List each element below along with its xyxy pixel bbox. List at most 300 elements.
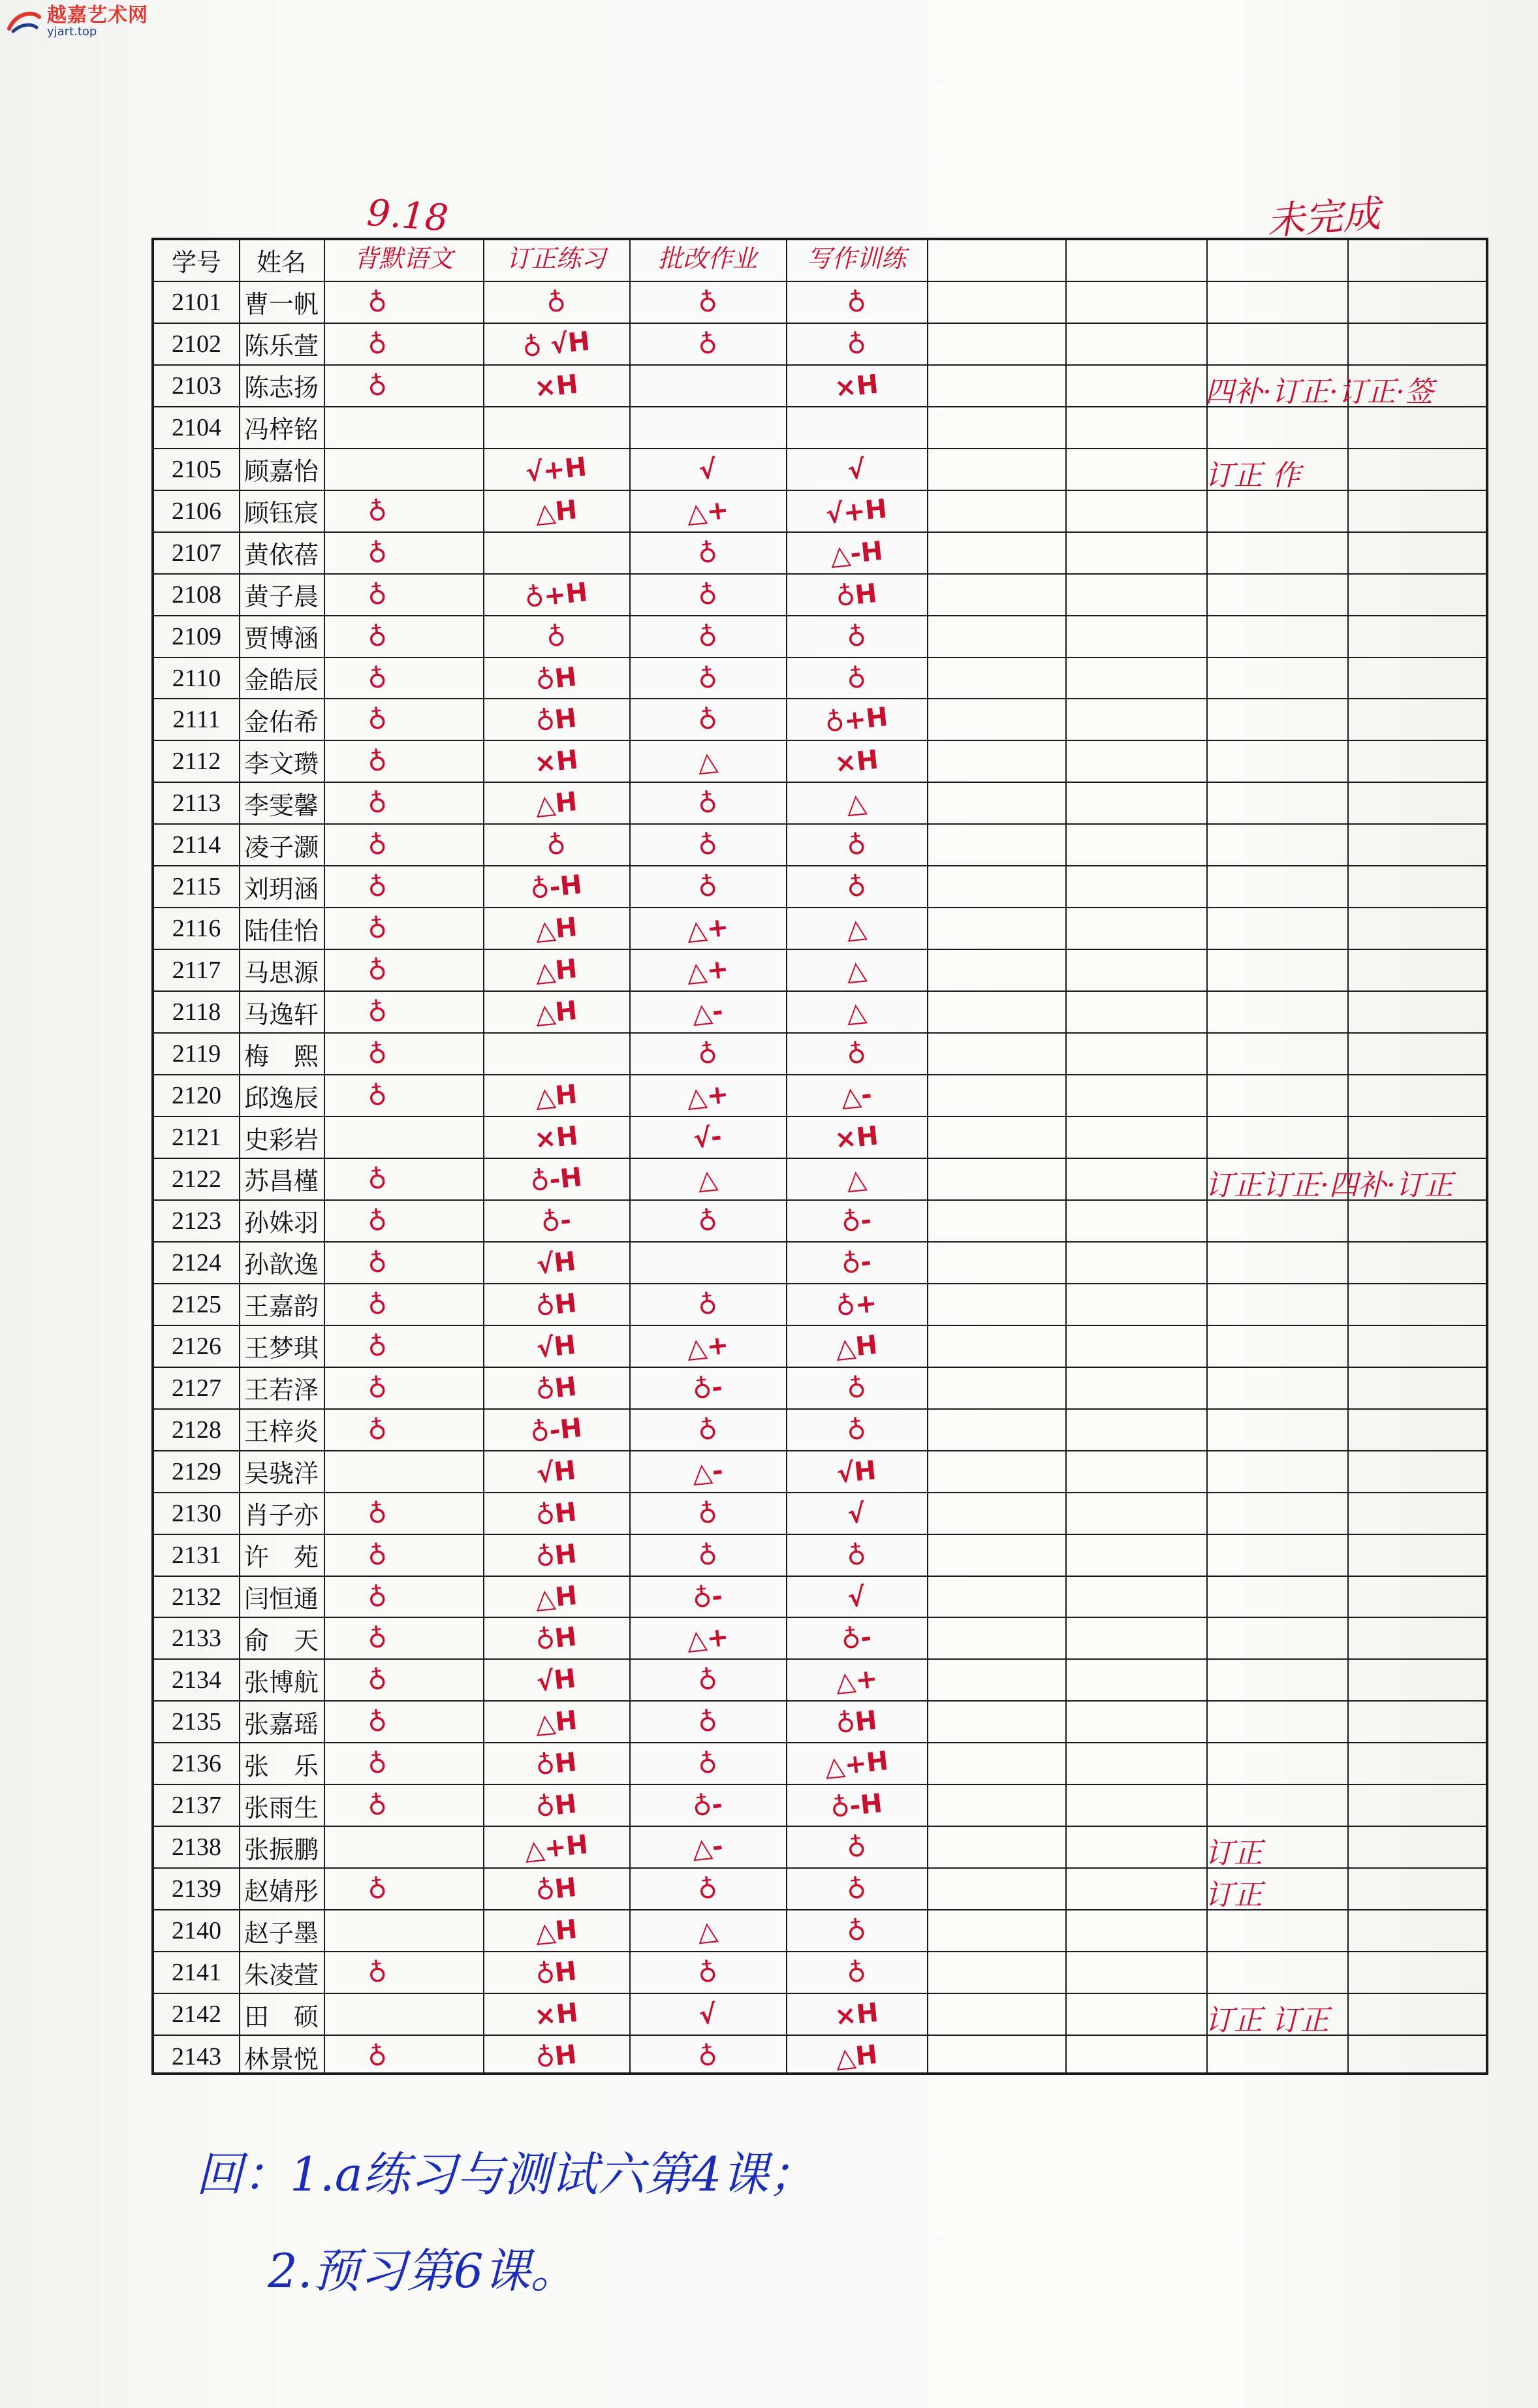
check-mark: ♁H — [534, 1622, 578, 1656]
student-id: 2117 — [172, 957, 221, 985]
table-row — [154, 2036, 1486, 2078]
handwritten-note: 订正 订正 — [1205, 2004, 1329, 2038]
table-row — [154, 282, 1486, 324]
student-name: 王梓炎 — [243, 1419, 319, 1447]
check-mark: ♁ — [366, 913, 388, 945]
check-mark: △ — [845, 996, 868, 1029]
check-mark: △H — [533, 494, 579, 529]
check-mark: ♁ — [366, 1205, 388, 1238]
table-row — [154, 1619, 1486, 1660]
check-mark: ♁ — [366, 1790, 388, 1822]
table-header-row — [154, 240, 1486, 282]
check-mark: ♁- — [691, 1581, 725, 1614]
check-mark: ♁ — [845, 287, 868, 319]
check-mark: ♁-H — [529, 1162, 584, 1197]
check-mark: ♁ — [366, 871, 388, 904]
check-mark: √ — [846, 454, 867, 486]
check-mark: △+ — [685, 494, 730, 529]
table-row — [154, 1827, 1486, 1869]
table-row — [154, 575, 1486, 616]
handwritten-note: 订正订正·四补·订正 — [1205, 1168, 1453, 1202]
table-row — [154, 1785, 1486, 1827]
student-name: 王嘉韵 — [243, 1293, 319, 1322]
check-mark: ♁H — [534, 2039, 578, 2074]
table-row — [154, 1493, 1486, 1535]
check-mark: △ — [696, 746, 719, 778]
check-mark: ♁ — [697, 1414, 719, 1447]
student-id: 2122 — [172, 1165, 221, 1193]
swirl-logo-icon — [7, 9, 42, 34]
table-row — [154, 1535, 1486, 1577]
check-mark: √H — [535, 1455, 578, 1489]
check-mark: △H — [533, 912, 579, 947]
check-mark: ♁ — [697, 663, 719, 695]
homework-line-2: 2.预习第6课。 — [268, 2243, 578, 2298]
table-row — [154, 950, 1486, 992]
student-id: 2138 — [172, 1833, 221, 1861]
check-mark: √+H — [824, 493, 888, 530]
homework-line-1: 回：1.a练习与测试六第4课； — [196, 2147, 816, 2202]
header-id: 学号 — [171, 249, 221, 277]
check-mark: ♁ — [697, 1665, 719, 1697]
check-mark: ×H — [833, 745, 880, 780]
student-name: 马思源 — [243, 959, 319, 987]
check-mark: △- — [691, 996, 725, 1030]
check-mark: ♁ — [366, 2040, 388, 2073]
check-mark: ♁H — [534, 703, 578, 738]
check-mark: ♁ — [845, 328, 868, 361]
check-mark: ×H — [533, 1120, 580, 1156]
check-mark: ♁H — [534, 1747, 578, 1782]
student-name: 陈乐萱 — [243, 333, 319, 361]
check-mark: ♁ — [697, 1873, 719, 1906]
check-mark: √H — [535, 1664, 578, 1698]
check-mark: ♁ — [366, 287, 388, 319]
check-mark: ♁H — [534, 1371, 578, 1406]
student-id: 2134 — [172, 1666, 221, 1694]
check-mark: △ — [845, 787, 868, 820]
student-name: 张雨生 — [243, 1794, 319, 1822]
table-row — [154, 1869, 1486, 1910]
check-mark: △+ — [685, 912, 730, 947]
check-mark: ♁ — [697, 1289, 719, 1322]
check-mark: ♁ — [845, 1414, 868, 1447]
student-name: 凌子灏 — [243, 834, 319, 862]
student-id: 2125 — [172, 1290, 221, 1318]
student-name: 吴骁洋 — [243, 1461, 319, 1489]
check-mark: ♁ — [845, 1873, 868, 1906]
check-mark: ♁ — [366, 1372, 388, 1405]
check-mark: ♁ — [366, 1038, 388, 1071]
check-mark: ♁ — [697, 328, 719, 361]
check-mark: √H — [535, 1246, 578, 1280]
student-id: 2129 — [172, 1457, 221, 1485]
table-row — [154, 1243, 1486, 1284]
check-mark: ♁ — [697, 621, 719, 653]
student-name: 孙姝羽 — [243, 1210, 319, 1238]
check-mark: ♁ — [697, 579, 719, 611]
check-mark: √H — [835, 1455, 878, 1489]
check-mark: ♁- — [691, 1372, 725, 1406]
table-row — [154, 741, 1486, 783]
check-mark: ♁ — [366, 829, 388, 862]
check-mark: ♁ — [366, 1247, 388, 1280]
check-mark: ♁H — [534, 1956, 578, 1991]
table-row — [154, 1284, 1486, 1326]
check-mark: ♁ — [366, 370, 388, 403]
check-mark: ♁ — [366, 1414, 388, 1447]
check-mark: ♁ — [697, 1205, 719, 1238]
student-id: 2121 — [172, 1124, 221, 1151]
check-mark: ♁H — [534, 1497, 578, 1531]
check-mark: △+ — [685, 1622, 730, 1656]
handwritten-undone-label: 未完成 — [1265, 191, 1382, 244]
student-name: 马逸轩 — [243, 1001, 319, 1029]
table-row — [154, 1451, 1486, 1493]
table-row — [154, 1994, 1486, 2036]
table-row — [154, 1034, 1486, 1075]
check-mark: ♁ — [366, 1623, 388, 1655]
watermark — [7, 5, 148, 38]
check-mark: △ — [696, 1164, 719, 1196]
header-subject: 订正练习 — [506, 244, 606, 273]
student-name: 李雯馨 — [243, 792, 319, 820]
check-mark: ♁ — [366, 1957, 388, 1989]
student-name: 陆佳怡 — [243, 917, 319, 945]
check-mark: ♁ — [845, 621, 868, 653]
check-mark: ♁-H — [829, 1788, 884, 1824]
student-id: 2116 — [172, 915, 221, 943]
check-mark: ♁ — [366, 579, 388, 611]
check-mark: ♁-H — [529, 1412, 584, 1448]
table-row — [154, 324, 1486, 366]
table-row — [154, 658, 1486, 700]
student-id: 2124 — [172, 1248, 221, 1276]
check-mark: ♁ — [697, 537, 719, 570]
table-row — [154, 783, 1486, 825]
check-mark: ×H — [533, 1997, 580, 2033]
student-id: 2103 — [172, 372, 221, 400]
table-row — [154, 1075, 1486, 1117]
check-mark: √ — [697, 454, 718, 486]
check-mark: ♁ — [697, 1957, 719, 1989]
check-mark: ♁ √H — [521, 326, 591, 364]
table-row — [154, 366, 1486, 407]
table-row — [154, 1702, 1486, 1743]
check-mark: ♁H — [534, 1789, 578, 1824]
table-row — [154, 533, 1486, 575]
check-mark: △+ — [685, 1079, 730, 1114]
check-mark: ♁ — [366, 537, 388, 570]
check-mark: ♁H — [834, 1705, 879, 1740]
student-id: 2137 — [172, 1792, 221, 1820]
check-mark: ♁ — [366, 621, 388, 653]
check-mark: ♁H — [534, 661, 578, 696]
student-id: 2126 — [172, 1332, 221, 1360]
handwritten-note: 订正 — [1205, 1837, 1263, 1871]
check-mark: △H — [533, 995, 579, 1030]
student-name: 张嘉瑶 — [243, 1711, 319, 1739]
check-mark: √ — [846, 1498, 867, 1530]
student-name: 田 硕 — [243, 2003, 319, 2031]
student-name: 苏昌槿 — [243, 1168, 319, 1196]
check-mark: ♁ — [697, 1748, 719, 1781]
student-name: 王若泽 — [243, 1377, 319, 1405]
student-name: 赵子墨 — [243, 1920, 319, 1948]
homework-check-table — [151, 238, 1488, 2075]
check-mark: ♁ — [845, 1038, 868, 1071]
student-id: 2119 — [172, 1040, 221, 1068]
student-id: 2115 — [172, 873, 221, 901]
student-id: 2105 — [172, 455, 221, 483]
check-mark: △+ — [834, 1664, 879, 1698]
check-mark: △- — [840, 1079, 873, 1113]
check-mark: √H — [535, 1329, 578, 1364]
check-mark: ×H — [833, 1997, 880, 2033]
check-mark: ♁ — [366, 1331, 388, 1363]
check-mark: ♁ — [845, 663, 868, 695]
check-mark: ♁ — [697, 829, 719, 862]
check-mark: ♁ — [845, 1540, 868, 1572]
table-row — [154, 992, 1486, 1034]
check-mark: ♁+H — [823, 702, 890, 739]
student-id: 2112 — [172, 748, 221, 776]
student-name: 贾博涵 — [243, 626, 319, 654]
student-id: 2110 — [172, 664, 221, 692]
check-mark: ♁ — [545, 829, 567, 862]
check-mark: ♁ — [697, 287, 719, 319]
check-mark: △H — [533, 787, 579, 821]
student-id: 2114 — [172, 831, 221, 859]
student-id: 2127 — [172, 1374, 221, 1402]
header-subject: 背默语文 — [353, 244, 453, 273]
check-mark: △+ — [685, 1329, 730, 1365]
check-mark: ♁H — [534, 1538, 578, 1573]
check-mark: △H — [834, 2039, 879, 2074]
student-id: 2132 — [172, 1583, 221, 1611]
check-mark: △H — [533, 1914, 579, 1949]
check-mark: √ — [846, 1581, 867, 1613]
check-mark: ♁ — [366, 1289, 388, 1322]
student-name: 闫恒通 — [243, 1586, 319, 1613]
check-mark: ♁+ — [834, 1288, 879, 1322]
check-mark: △ — [696, 1915, 719, 1948]
watermark-site-name: 越嘉艺术网 — [47, 4, 148, 27]
table-row — [154, 1410, 1486, 1451]
check-mark: ♁ — [845, 1831, 868, 1864]
student-name: 梅 熙 — [243, 1043, 319, 1071]
student-id: 2133 — [172, 1624, 221, 1653]
check-mark: △H — [533, 1079, 579, 1114]
check-mark: ♁ — [697, 787, 719, 820]
student-id: 2130 — [172, 1499, 221, 1527]
check-mark: ♁-H — [529, 870, 584, 906]
student-name: 黄子晨 — [243, 584, 319, 612]
check-mark: ♁ — [366, 1706, 388, 1739]
check-mark: ♁ — [545, 621, 567, 653]
student-name: 顾钰宸 — [243, 500, 319, 528]
check-mark: △- — [691, 1455, 725, 1489]
student-name: 邱逸辰 — [243, 1085, 319, 1113]
check-mark: ♁ — [697, 705, 719, 737]
check-mark: ♁ — [845, 1372, 868, 1405]
check-mark: ×H — [533, 745, 580, 780]
header-subject: 批改作业 — [657, 244, 757, 273]
student-name: 史彩岩 — [243, 1126, 319, 1154]
check-mark: △ — [845, 955, 868, 987]
table-row — [154, 908, 1486, 950]
student-id: 2141 — [172, 1959, 221, 1987]
check-mark: ×H — [833, 1120, 880, 1156]
check-mark: ♁ — [366, 1498, 388, 1530]
check-mark: △ — [845, 1164, 868, 1196]
table-row — [154, 449, 1486, 491]
student-id: 2135 — [172, 1708, 221, 1736]
table-row — [154, 1952, 1486, 1994]
student-name: 顾嘉怡 — [243, 458, 319, 486]
check-mark: △H — [533, 1580, 579, 1615]
check-mark: ♁ — [366, 746, 388, 778]
check-mark: ×H — [833, 369, 880, 404]
handwritten-note: 订正 — [1205, 1878, 1263, 1912]
student-name: 赵婧彤 — [243, 1878, 319, 1906]
check-mark: △ — [845, 913, 868, 945]
handwritten-date: 9.18 — [365, 191, 450, 240]
check-mark: ♁ — [545, 287, 567, 319]
student-id: 2118 — [172, 998, 221, 1026]
student-id: 2139 — [172, 1875, 221, 1903]
student-id: 2142 — [172, 2001, 221, 2029]
student-id: 2107 — [172, 539, 221, 567]
header-subject: 写作训练 — [806, 244, 906, 273]
table-row — [154, 1201, 1486, 1243]
check-mark: ♁ — [845, 829, 868, 862]
check-mark: ♁+H — [523, 577, 589, 614]
check-mark: ♁- — [691, 1790, 725, 1823]
check-mark: ♁ — [845, 871, 868, 904]
student-name: 冯梓铭 — [243, 417, 319, 445]
check-mark: ♁ — [366, 496, 388, 528]
check-mark: ♁ — [697, 871, 719, 904]
table-row — [154, 866, 1486, 908]
check-mark: ♁ — [697, 1038, 719, 1071]
student-name: 俞 天 — [243, 1627, 319, 1655]
student-id: 2109 — [172, 622, 221, 650]
table-row — [154, 1159, 1486, 1201]
table-row — [154, 1743, 1486, 1785]
check-mark: ♁ — [366, 1164, 388, 1196]
check-mark: △H — [834, 1329, 879, 1365]
check-mark: ♁ — [845, 1915, 868, 1948]
student-name: 王梦琪 — [243, 1335, 319, 1363]
check-mark: ♁ — [366, 1873, 388, 1906]
check-mark: ♁H — [534, 1288, 578, 1322]
student-id: 2140 — [172, 1917, 221, 1945]
handwritten-note: 订正 作 — [1205, 458, 1300, 492]
check-mark: ♁ — [845, 1957, 868, 1989]
table-row — [154, 1660, 1486, 1702]
watermark-url: yjart.top — [47, 25, 97, 39]
check-mark: ♁ — [366, 705, 388, 737]
student-name: 金佑希 — [243, 708, 319, 737]
table-row — [154, 825, 1486, 866]
student-name: 林景悦 — [243, 2046, 319, 2074]
check-mark: ♁- — [840, 1623, 873, 1656]
table-row — [154, 1368, 1486, 1410]
table-row — [154, 407, 1486, 449]
check-mark: ♁ — [366, 787, 388, 820]
student-name: 孙歆逸 — [243, 1252, 319, 1280]
student-id: 2104 — [172, 413, 221, 441]
student-name: 曹一帆 — [243, 291, 319, 319]
student-id: 2113 — [172, 789, 221, 817]
table-row — [154, 1577, 1486, 1619]
check-mark: ♁ — [697, 1540, 719, 1572]
student-id: 2111 — [172, 706, 221, 734]
check-mark: △H — [533, 1705, 579, 1740]
table-row — [154, 491, 1486, 533]
student-id: 2106 — [172, 497, 221, 525]
table-row — [154, 616, 1486, 658]
student-name: 许 苑 — [243, 1544, 319, 1572]
check-mark: ♁- — [539, 1205, 573, 1239]
student-name: 金皓辰 — [243, 667, 319, 695]
check-mark: √- — [692, 1121, 723, 1155]
header-name: 姓名 — [256, 249, 306, 277]
check-mark: △+H — [823, 1746, 890, 1783]
check-mark: ♁ — [366, 996, 388, 1029]
table-row — [154, 1117, 1486, 1159]
student-id: 2143 — [172, 2043, 221, 2070]
check-mark: ♁H — [534, 1873, 578, 1907]
handwritten-note: 四补·订正·订正·签 — [1205, 375, 1434, 409]
check-mark: ♁- — [840, 1246, 873, 1280]
check-mark: △- — [691, 1831, 725, 1865]
student-name: 李文瓒 — [243, 750, 319, 778]
student-id: 2120 — [172, 1082, 221, 1110]
check-mark: ♁H — [834, 578, 879, 612]
check-mark: △+ — [685, 953, 730, 989]
student-id: 2102 — [172, 330, 221, 358]
student-id: 2123 — [172, 1207, 221, 1235]
check-mark: ♁ — [697, 1706, 719, 1739]
check-mark: ♁ — [366, 1540, 388, 1572]
check-mark: ♁ — [697, 2040, 719, 2073]
student-name: 张 乐 — [243, 1752, 319, 1781]
check-mark: ♁ — [366, 663, 388, 695]
student-name: 陈志扬 — [243, 375, 319, 403]
student-name: 张振鹏 — [243, 1836, 319, 1864]
check-mark: √+H — [524, 451, 588, 488]
table-row — [154, 1326, 1486, 1368]
check-mark: △-H — [828, 535, 885, 571]
check-mark: √ — [697, 1999, 718, 2031]
check-mark: ♁ — [366, 1080, 388, 1113]
check-mark: △H — [533, 953, 579, 989]
table-row — [154, 700, 1486, 742]
check-mark: ♁ — [366, 955, 388, 987]
student-id: 2131 — [172, 1541, 221, 1569]
student-id: 2101 — [172, 288, 221, 316]
check-mark: ♁ — [366, 1665, 388, 1697]
student-id: 2108 — [172, 580, 221, 609]
check-mark: △+H — [522, 1830, 590, 1867]
student-name: 黄依蓓 — [243, 542, 319, 570]
check-mark: ♁ — [697, 1498, 719, 1530]
student-name: 肖子亦 — [243, 1502, 319, 1530]
student-name: 张博航 — [243, 1669, 319, 1697]
student-id: 2128 — [172, 1416, 221, 1444]
